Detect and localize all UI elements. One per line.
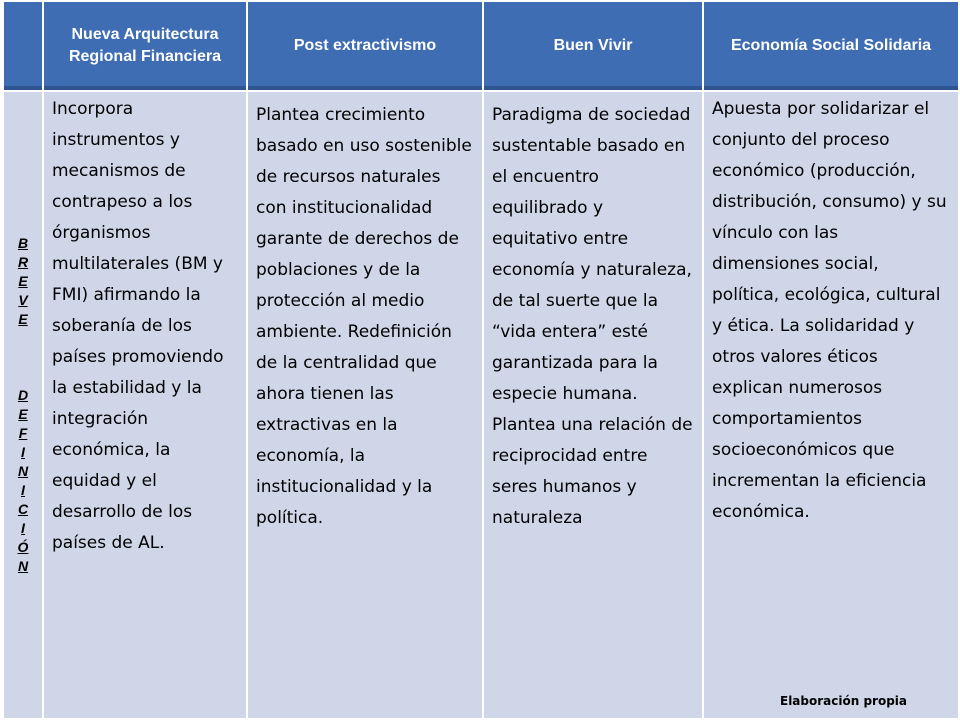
- header-buen-vivir: Buen Vivir: [483, 1, 703, 91]
- row-label-letter: N: [17, 558, 29, 574]
- header-nueva-arquitectura: Nueva Arquitectura Regional Financiera: [43, 1, 247, 91]
- corner-header-cell: [3, 1, 43, 91]
- row-label-letter: V: [18, 292, 28, 308]
- row-label-letter: I: [21, 444, 25, 460]
- cell-nueva-arquitectura: [43, 91, 247, 719]
- row-label-letter: I: [21, 520, 25, 536]
- cell-economia-social: [703, 91, 959, 719]
- cell-post-extractivismo: [247, 91, 483, 719]
- row-label-cell: [3, 91, 43, 719]
- row-label-letter: E: [18, 273, 28, 289]
- cell-text-buen-vivir: Paradigma de sociedad sustentable basado en el encuentro equilibrado y equitativo entre economía y naturaleza, de tal suerte que la “vida entera” esté garantizada para la especie humana. Plantea una relación de reciprocidad entre seres humanos y naturaleza: [492, 105, 693, 528]
- cell-text-post-extractivismo: Plantea crecimiento basado en uso sostenible de recursos naturales con institucionalidad garante de derechos de poblaciones y de la protección al medio ambiente. Redefinición de la centralidad que ahora tienen las extractivas en la economía, la institucionalidad y la política.: [256, 105, 472, 528]
- header-economia-social: Economía Social Solidaria: [703, 1, 959, 91]
- comparison-table: [2, 0, 960, 720]
- row-label-letter: Ó: [17, 539, 29, 555]
- cell-text-nueva-arquitectura: Incorpora instrumentos y mecanismos de contrapeso a los órganismos multilaterales (BM y FMI) afirmando la soberanía de los países promoviendo la estabilidad y la integración económica, la equidad y el desarrollo de los países de AL.: [52, 99, 224, 553]
- header-row: [3, 1, 959, 91]
- cell-text-economia-social: Apuesta por solidarizar el conjunto del proceso económico (producción, distribución, consumo) y su vínculo con las dimensiones social, política, ecológica, cultural y ética. La solidaridad y otros valores éticos explican numerosos comportamientos socioeconómicos que incrementan la eficiencia económica.: [712, 99, 947, 522]
- cell-buen-vivir: [483, 91, 703, 719]
- definition-row: [3, 91, 959, 719]
- row-label-letter: D: [17, 387, 29, 403]
- row-label-letter: F: [18, 425, 28, 441]
- footer-credit: Elaboración propia: [780, 694, 908, 708]
- row-label-letter: E: [18, 311, 28, 327]
- row-label-breve-definicion: [13, 234, 33, 576]
- row-label-letter: B: [17, 235, 29, 251]
- row-label-letter: E: [18, 406, 28, 422]
- row-label-letter: C: [17, 501, 29, 517]
- row-label-letter: N: [17, 463, 29, 479]
- row-label-letter: R: [17, 254, 29, 270]
- row-label-letter: I: [21, 482, 25, 498]
- header-post-extractivismo: Post extractivismo: [247, 1, 483, 91]
